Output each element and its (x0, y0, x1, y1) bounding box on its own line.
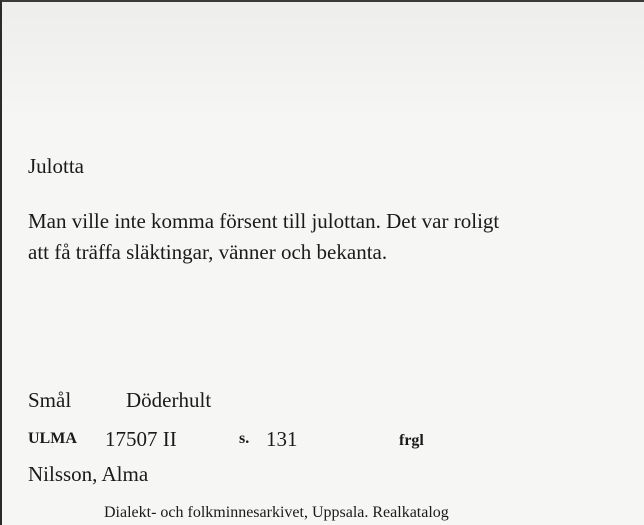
archive-footer: Dialekt- och folkminnesarkivet, Uppsala. Realkatalog (104, 504, 449, 521)
paper-shading (2, 2, 644, 122)
body-text-line: att få träffa släktingar, vänner och bekanta. (28, 240, 388, 264)
record-number: 17507 II (105, 427, 177, 451)
body-text-line: Man ville inte komma försent till julottan. Det var roligt (28, 209, 500, 233)
archive-label: ULMA (28, 430, 77, 447)
parish-label: Döderhult (126, 388, 212, 412)
region-label: Smål (28, 388, 72, 412)
page-label: s. (239, 430, 250, 447)
informant-name: Nilsson, Alma (28, 462, 149, 486)
notation-label: frgl (399, 432, 424, 449)
page-number: 131 (266, 427, 298, 451)
card-title: Julotta (28, 154, 84, 178)
